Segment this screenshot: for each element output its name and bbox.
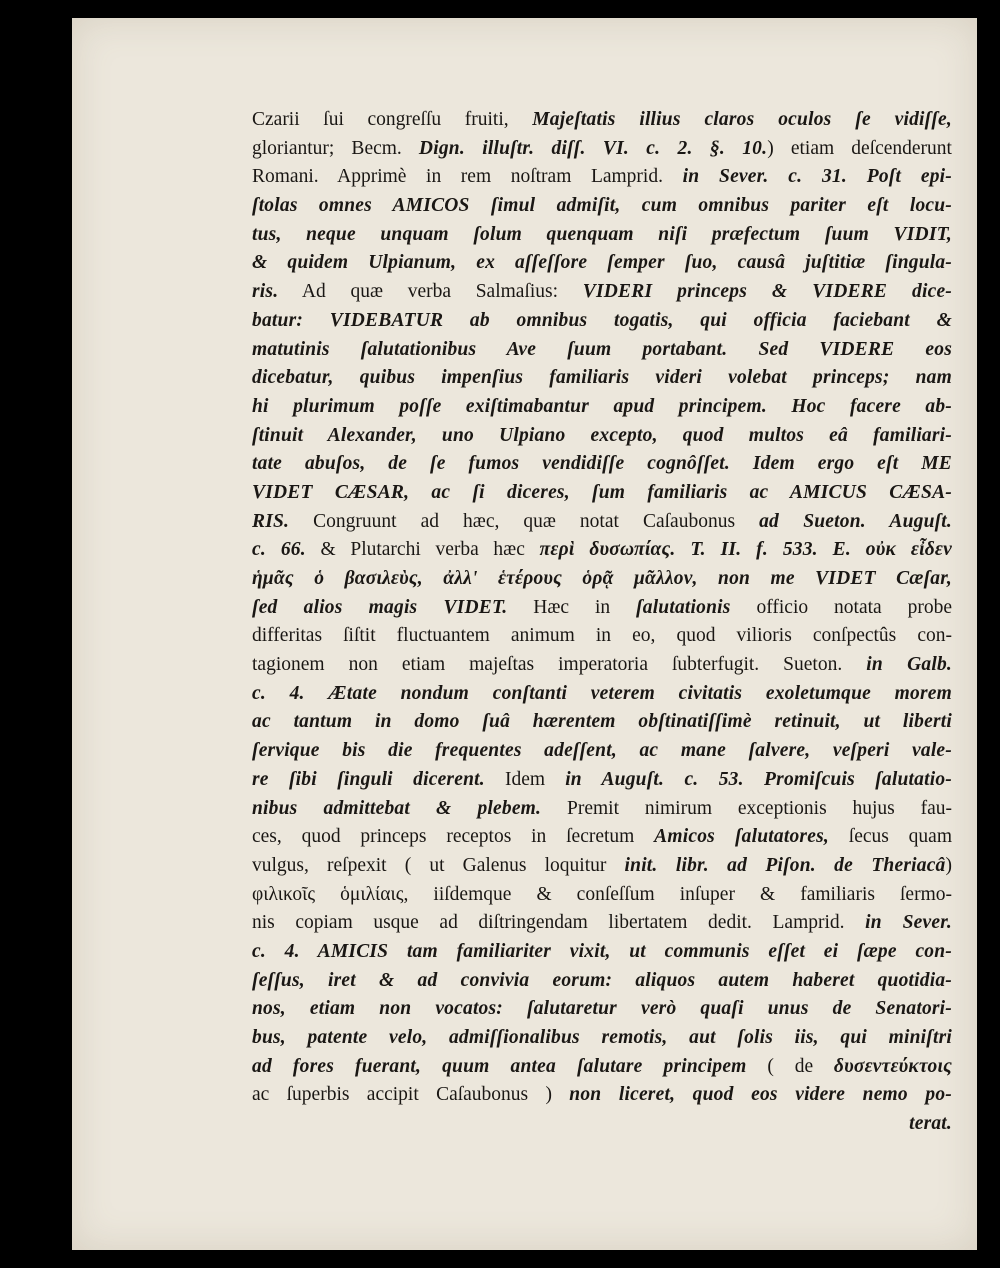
roman-segment: ſecus quam — [828, 826, 952, 848]
roman-segment: ) — [945, 854, 952, 876]
roman-segment: Congruunt ad hæc, quæ notat Caſaubonus — [289, 510, 760, 532]
italic-segment: ſtinuit Alexander, uno Ulpiano excepto, quod multos eâ familiari- — [252, 424, 952, 446]
italic-segment: ris. — [252, 281, 279, 303]
italic-segment: c. 4. Ætate nondum conſtanti veterem civitatis exoletumque morem — [252, 682, 952, 704]
text-line — [252, 909, 952, 938]
text-line — [252, 1110, 952, 1139]
roman-segment: gloriantur; Becm. — [252, 137, 419, 159]
text-line — [252, 766, 952, 795]
roman-segment: Czarii ſui congreſſu fruiti, — [252, 109, 533, 130]
text-line — [252, 536, 952, 565]
italic-segment: init. libr. ad Piſon. de Theriacâ — [624, 854, 946, 876]
roman-segment: Ad quæ verba Salmaſius: — [278, 281, 583, 303]
italic-segment: matutinis ſalutationibus Ave ſuum portabant. Sed VIDERE eos — [252, 338, 952, 360]
italic-segment: RIS. — [252, 510, 290, 532]
italic-segment: in Sever. c. 31. Poſt epi- — [682, 166, 952, 188]
italic-segment: batur: VIDEBATUR ab omnibus togatis, qui officia faciebant & — [252, 309, 952, 331]
italic-segment: ἡμᾶς ὁ βασιλεὺς, ἀλλ' ἑτέρους ὁρᾷ μᾶλλον, non me VIDET Cæſar, — [252, 568, 952, 589]
roman-segment: ) etiam deſcenderunt — [767, 137, 952, 159]
italic-segment: ſeſſus, iret & ad convivia eorum: aliquos autem haberet quotidia- — [252, 969, 952, 991]
text-line — [252, 651, 952, 680]
text-line — [252, 1081, 952, 1110]
italic-segment: re ſibi ſinguli dicerent. — [252, 768, 485, 790]
italic-segment: & quidem Ulpianum, ex aſſeſſore ſemper ſuo, causâ juſtitiæ ſingula- — [252, 252, 952, 274]
roman-segment: ces, quod princeps receptos in ſecretum — [252, 826, 655, 848]
italic-segment: in Galb. — [866, 654, 952, 676]
text-line — [252, 622, 952, 651]
italic-segment: ad Sueton. Auguſt. — [759, 510, 952, 532]
text-line — [252, 163, 952, 192]
text-line — [252, 1024, 952, 1053]
text-line — [252, 995, 952, 1024]
text-line — [252, 594, 952, 623]
text-line — [252, 479, 952, 508]
italic-segment: VIDET CÆSAR, ac ſi diceres, ſum familiaris ac AMICUS CÆSA- — [252, 481, 952, 503]
text-line — [252, 938, 952, 967]
italic-segment: ad fores fuerant, quum antea ſalutare principem — [252, 1055, 747, 1077]
italic-segment: tus, neque unquam ſolum quenquam niſi præfectum ſuum VIDIT, — [252, 223, 952, 245]
text-line — [252, 450, 952, 479]
text-line — [252, 336, 952, 365]
text-line — [252, 508, 952, 537]
roman-segment: officio notata probe — [730, 596, 952, 618]
text-line — [252, 278, 952, 307]
roman-segment: tagionem non etiam majeſtas imperatoria ſubterfugit. Sueton. — [252, 654, 867, 676]
text-line — [252, 364, 952, 393]
italic-segment: ſalutationis — [636, 596, 731, 618]
text-line — [252, 823, 952, 852]
roman-segment: Idem — [484, 768, 566, 790]
italic-segment: in Sever. — [865, 912, 952, 934]
text-line — [252, 737, 952, 766]
italic-segment: ſed alios magis VIDET. — [252, 596, 508, 618]
text-line — [252, 135, 952, 164]
italic-segment: in Auguſt. c. 53. Promiſcuis ſalutatio- — [565, 768, 952, 790]
text-line — [252, 1053, 952, 1082]
roman-segment: φιλικοῖς ὁμιλίαις, iiſdemque & conſeſſum inſuper & familiaris ſermo- — [252, 883, 952, 905]
roman-segment: Romani. Apprimè in rem noſtram Lamprid. — [252, 166, 683, 188]
text-line — [252, 192, 952, 221]
roman-segment: Hæc in — [507, 596, 637, 618]
italic-segment: terat. — [909, 1113, 952, 1135]
text-line — [252, 565, 952, 594]
text-line — [252, 106, 952, 135]
roman-segment: ac ſuperbis accipit Caſaubonus ) — [252, 1084, 570, 1106]
text-line — [252, 307, 952, 336]
roman-segment: Premit nimirum exceptionis hujus fau- — [541, 797, 952, 819]
italic-segment: tate abuſos, de ſe fumos vendidiſſe cognôſſet. Idem ergo eſt ME — [252, 453, 952, 475]
roman-segment: differitas ſiſtit fluctuantem animum in eo, quod vilioris conſpectûs con- — [252, 625, 952, 647]
text-line — [252, 221, 952, 250]
text-line — [252, 852, 952, 881]
page-text — [252, 106, 952, 1139]
roman-segment: nis copiam usque ad diſtringendam libertatem dedit. Lamprid. — [252, 912, 866, 934]
text-line — [252, 422, 952, 451]
italic-segment: nos, etiam non vocatos: ſalutaretur verò quaſi unus de Senatori- — [252, 998, 952, 1020]
italic-segment: Dign. illuſtr. diſſ. VI. c. 2. §. 10. — [418, 137, 768, 159]
roman-segment: vulgus, reſpexit ( ut Galenus loquitur — [252, 854, 625, 876]
italic-segment: hi plurimum poſſe exiſtimabantur apud principem. Hoc facere ab- — [252, 395, 952, 417]
italic-segment: nibus admittebat & plebem. — [252, 797, 542, 819]
text-line — [252, 393, 952, 422]
text-line — [252, 795, 952, 824]
italic-segment: Majeſtatis illius claros oculos ſe vidiſſe, — [532, 109, 952, 130]
text-line — [252, 967, 952, 996]
italic-segment: ac tantum in domo ſuâ hærentem obſtinatiſſimè retinuit, ut liberti — [252, 711, 952, 733]
roman-segment: ( de — [746, 1055, 834, 1077]
text-line — [252, 881, 952, 910]
italic-segment: δυσεντεύκτοις — [833, 1055, 952, 1077]
italic-segment: ſervique bis die frequentes adeſſent, ac mane ſalvere, veſperi vale- — [252, 740, 952, 762]
italic-segment: VIDERI princeps & VIDERE dice- — [582, 281, 952, 303]
italic-segment: non liceret, quod eos videre nemo po- — [569, 1084, 952, 1106]
roman-segment: & Plutarchi verba hæc — [305, 539, 540, 561]
book-page — [72, 18, 977, 1250]
text-line — [252, 249, 952, 278]
italic-segment: dicebatur, quibus impenſius familiaris videri volebat princeps; nam — [252, 367, 952, 389]
italic-segment: περὶ δυσωπίας. T. II. f. 533. E. οὐκ εἶδεν — [539, 539, 952, 561]
italic-segment: bus, patente velo, admiſſionalibus remotis, aut ſolis iis, qui miniſtri — [252, 1027, 952, 1048]
italic-segment: c. 66. — [252, 539, 306, 561]
text-line — [252, 680, 952, 709]
italic-segment: Amicos ſalutatores, — [654, 826, 829, 848]
text-line — [252, 708, 952, 737]
italic-segment: c. 4. AMICIS tam familiariter vixit, ut communis eſſet ei ſæpe con- — [252, 940, 952, 962]
italic-segment: ſtolas omnes AMICOS ſimul admiſit, cum omnibus pariter eſt locu- — [252, 195, 952, 217]
